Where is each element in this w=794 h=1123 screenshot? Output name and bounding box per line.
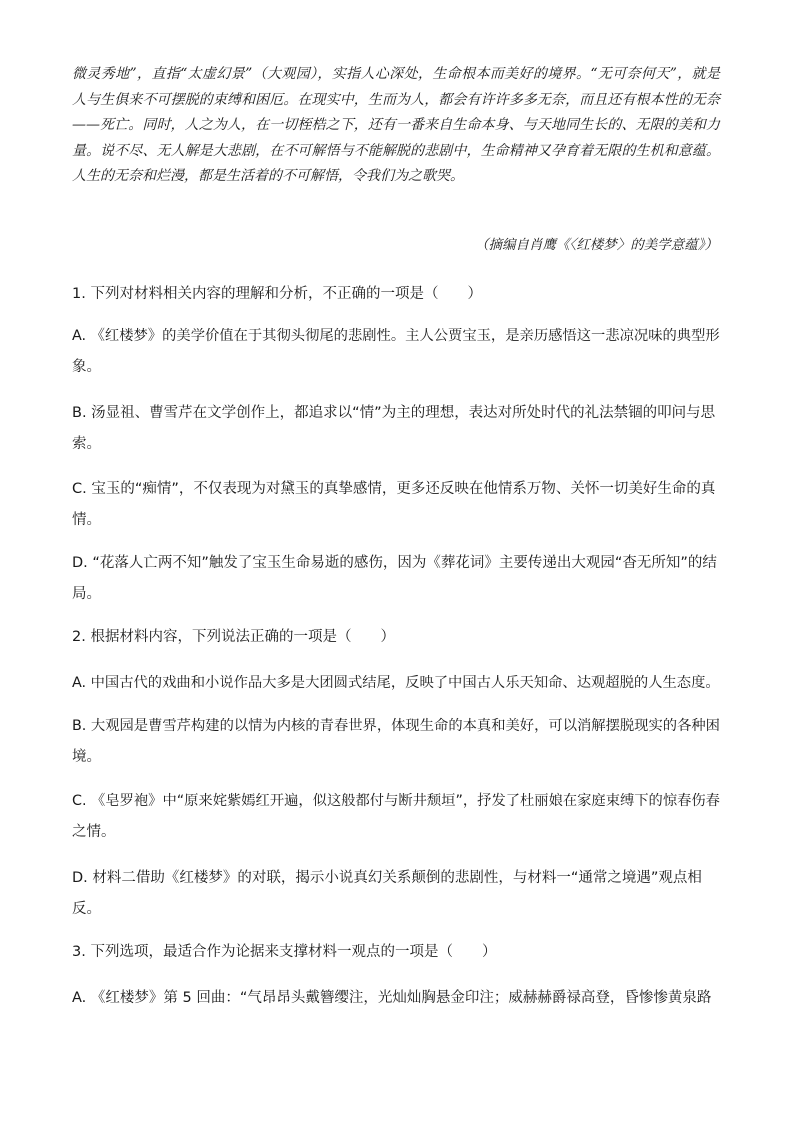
question-1-option-a: A. 《红楼梦》的美学价值在于其彻头彻尾的悲剧性。主人公贾宝玉，是亲历感悟这一悲凉况味的典型形 象。 (72, 328, 720, 375)
question-2-option-a: A. 中国古代的戏曲和小说作品大多是大团圆式结尾，反映了中国古人乐天知命、达观超脱的人生态度。 (72, 675, 720, 691)
question-3-stem: 3. 下列选项，最适合作为论据来支撑材料一观点的一项是（ ） (72, 944, 497, 960)
question-2-option-d: D. 材料二借助《红楼梦》的对联，揭示小说真幻关系颠倒的悲剧性，与材料一“通常之境遇”观点相 反。 (72, 870, 702, 917)
passage-excerpt (72, 62, 720, 190)
question-3-option-a: A. 《红楼梦》第 5 回曲：“气昂昂头戴簪缨注，光灿灿胸悬金印注；威赫赫爵禄高登，昏惨惨黄泉路 (72, 990, 712, 1006)
question-1-option-b: B. 汤显祖、曹雪芹在文学创作上，都追求以“情”为主的理想，表达对所处时代的礼法禁锢的叩问与思 索。 (72, 405, 716, 452)
question-2-stem: 2. 根据材料内容，下列说法正确的一项是（ ） (72, 629, 395, 645)
passage-line: 人与生俱来不可摆脱的束缚和困厄。在现实中，生而为人，都会有许许多多无奈，而且还有根本性的无奈 (72, 91, 720, 108)
question-1-option-d: D. “花落人亡两不知”触发了宝玉生命易逝的感伤，因为《葬花词》主要传递出大观园“杳无所知”的结 局。 (72, 555, 717, 602)
passage-line: 量。说不尽、无人解是大悲剧，在不可解悟与不能解脱的悲剧中，生命精神又孕育着无限的生机和意蕴。 (72, 142, 720, 159)
passage-line: ——死亡。同时，人之为人，在一切桎梏之下，还有一番来自生命本身、与天地同生长的、无限的美和力 (72, 117, 720, 134)
passage-line: 人生的无奈和烂漫，都是生活着的不可解悟，令我们为之歌哭。 (72, 168, 464, 185)
passage-line: 微灵秀地”，直指“太虚幻景”（大观园），实指人心深处，生命根本而美好的境界。“无可奈何天”，就是 (72, 66, 720, 82)
question-1-stem: 1. 下列对材料相关内容的理解和分析，不正确的一项是（ ） (72, 286, 482, 302)
question-2-option-b: B. 大观园是曹雪芹构建的以情为内核的青春世界，体现生命的本真和美好，可以消解摆脱现实的各种困 境。 (72, 718, 720, 765)
passage-source: （摘编自肖鹰《〈红楼梦〉的美学意蕴》） (475, 237, 718, 253)
question-1-option-c: C. 宝玉的“痴情”，不仅表现为对黛玉的真挚感情，更多还反映在他情系万物、关怀一切美好生命的真 情。 (72, 481, 716, 528)
question-2-option-c: C. 《皂罗袍》中“原来姹紫嫣红开遍，似这般都付与断井颓垣”，抒发了杜丽娘在家庭束缚下的惊春伤春 之情。 (72, 793, 720, 840)
